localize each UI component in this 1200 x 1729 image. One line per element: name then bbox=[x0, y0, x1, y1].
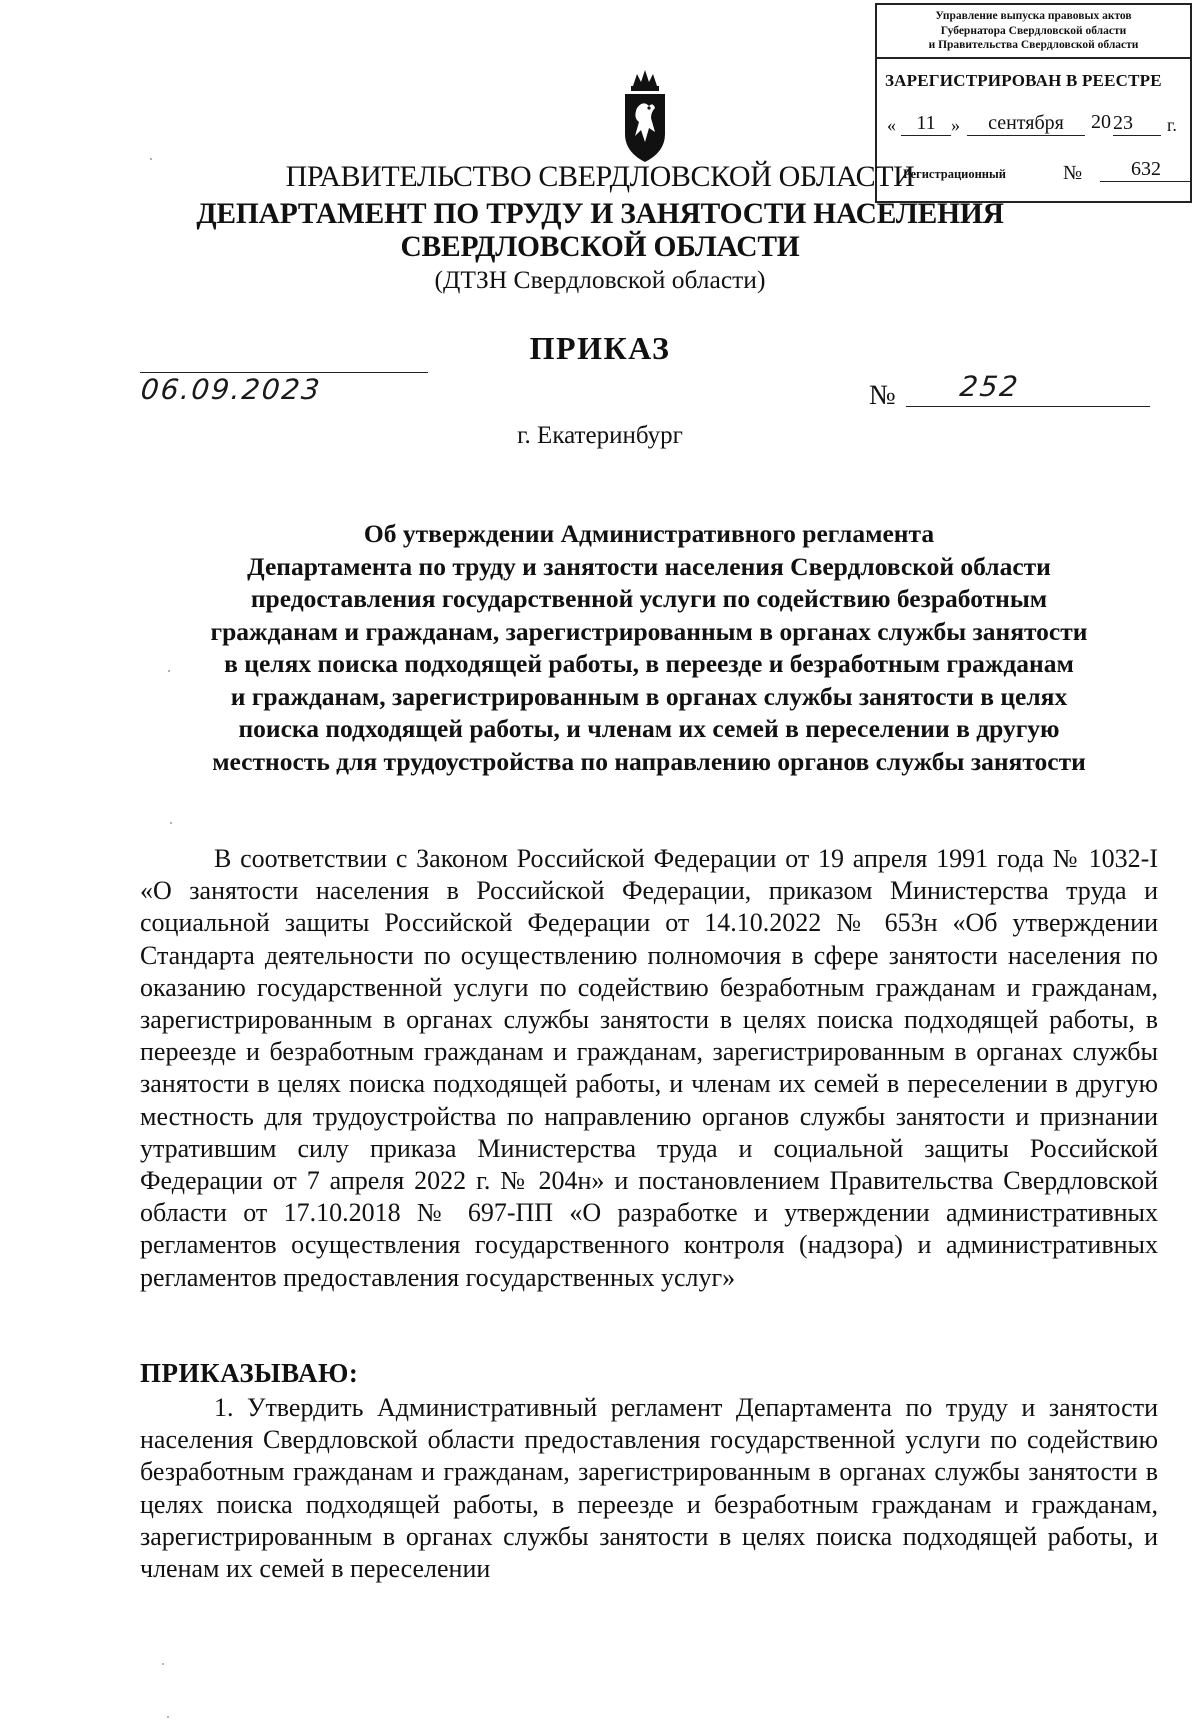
order-subject bbox=[140, 518, 1158, 778]
order-number: 252 bbox=[958, 370, 1022, 403]
scan-speck bbox=[168, 670, 170, 672]
subject-line: предоставления государственной услуги по содействию безработным bbox=[250, 584, 1048, 613]
stamp-number-value: 632 bbox=[1100, 157, 1192, 182]
order-date: 06.09.2023 bbox=[139, 373, 324, 406]
stamp-organization: Управление выпуска правовых актов Губернатора Свердловской области и Правительства Свердловской области bbox=[877, 5, 1190, 59]
date-underline bbox=[140, 372, 428, 373]
subject-line: гражданам и гражданам, зарегистрированным в органах службы занятости bbox=[210, 616, 1088, 646]
subject-line: Об утверждении Административного регламента bbox=[363, 519, 935, 548]
document-type-title: ПРИКАЗ bbox=[529, 330, 671, 366]
stamp-registered-label: ЗАРЕГИСТРИРОВАН В РЕЕСТРЕ bbox=[885, 71, 1162, 90]
subject-line: и гражданам, зарегистрированным в органах службы занятости в целях bbox=[230, 681, 1068, 711]
order-items bbox=[140, 1392, 1158, 1585]
preamble-block bbox=[140, 843, 1158, 1294]
stamp-day: 11 bbox=[901, 111, 951, 136]
subject-line: местность для трудоустройства по направлению органов службы занятости bbox=[212, 746, 1086, 776]
coat-of-arms-icon bbox=[619, 68, 671, 166]
preamble-paragraph: В соответствии с Законом Российской Федерации от 19 апреля 1991 года № 1032-I «О занятости населения в Российской Федерации, приказом Министерства труда и социальной защиты Российской Федерации от 14.10.2022 № 653н «Об утверждении Стандарта деятельности по осуществлению полномочия в сфере занятости населения по оказанию государственной услуги по содействию безработным гражданам и гражданам, зарегистрированным в органах службы занятости в целях поиска подходящей работы, в переезде и безработным гражданам и гражданам, зарегистрированным в органах службы занятости в целях поиска подходящей работы, и членам их семей в переселении в другую местность для трудоустройства по направлению органов службы занятости и признании утратившим силу приказа Министерства труда и социальной защиты Российской Федерации от 7 апреля 2022 г. № 204н» и постановлением Правительства Свердловской области от 17.10.2018 № 697-ПП «О разработке и утверждении административных регламентов осуществления государственного контроля (надзора) и административных регламентов предоставления государственных услуг» bbox=[140, 844, 1158, 1292]
stamp-date: « 11 » сентября 20 23 г. bbox=[887, 111, 1177, 135]
subject-line: поиска подходящей работы, и членам их семей в переселении в другую bbox=[238, 714, 1060, 743]
subject-line: в целях поиска подходящей работы, в переезде и безработным гражданам bbox=[224, 649, 1074, 678]
order-directive: ПРИКАЗЫВАЮ: bbox=[140, 1358, 359, 1388]
scan-speck bbox=[162, 1663, 164, 1665]
stamp-month: сентября bbox=[967, 111, 1085, 136]
order-number-label: № bbox=[869, 380, 896, 411]
order-item-1: 1. Утвердить Административный регламент Департамента по труду и занятости населения Свердловской области предоставления государственной услуги по содействию безработным гражданам и гражданам, зарегистрированным в органах службы занятости в целях поиска подходящей работы, в переезде и безработным гражданам и гражданам, зарегистрированным в органах службы занятости в целях поиска подходящей работы, и членам их семей в переселении bbox=[140, 1393, 1158, 1584]
stamp-reg-number: Регистрационный № 632 bbox=[903, 157, 1183, 187]
government-title: ПРАВИТЕЛЬСТВО СВЕРДЛОВСКОЙ ОБЛАСТИ bbox=[285, 160, 915, 193]
number-underline bbox=[906, 406, 1150, 407]
city: г. Екатеринбург bbox=[517, 422, 683, 449]
department-title-line2: СВЕРДЛОВСКОЙ ОБЛАСТИ bbox=[400, 231, 800, 263]
department-abbreviation: (ДТЗН Свердловской области) bbox=[434, 265, 766, 294]
scan-speck bbox=[167, 1716, 169, 1718]
scan-speck bbox=[170, 822, 172, 824]
department-title-line1: ДЕПАРТАМЕНТ ПО ТРУДУ И ЗАНЯТОСТИ НАСЕЛЕНИЯ bbox=[196, 198, 1004, 230]
stamp-year: 23 bbox=[1113, 111, 1161, 136]
scan-speck bbox=[150, 158, 152, 160]
subject-line: Департамента по труду и занятости населения Свердловской области bbox=[247, 551, 1051, 581]
